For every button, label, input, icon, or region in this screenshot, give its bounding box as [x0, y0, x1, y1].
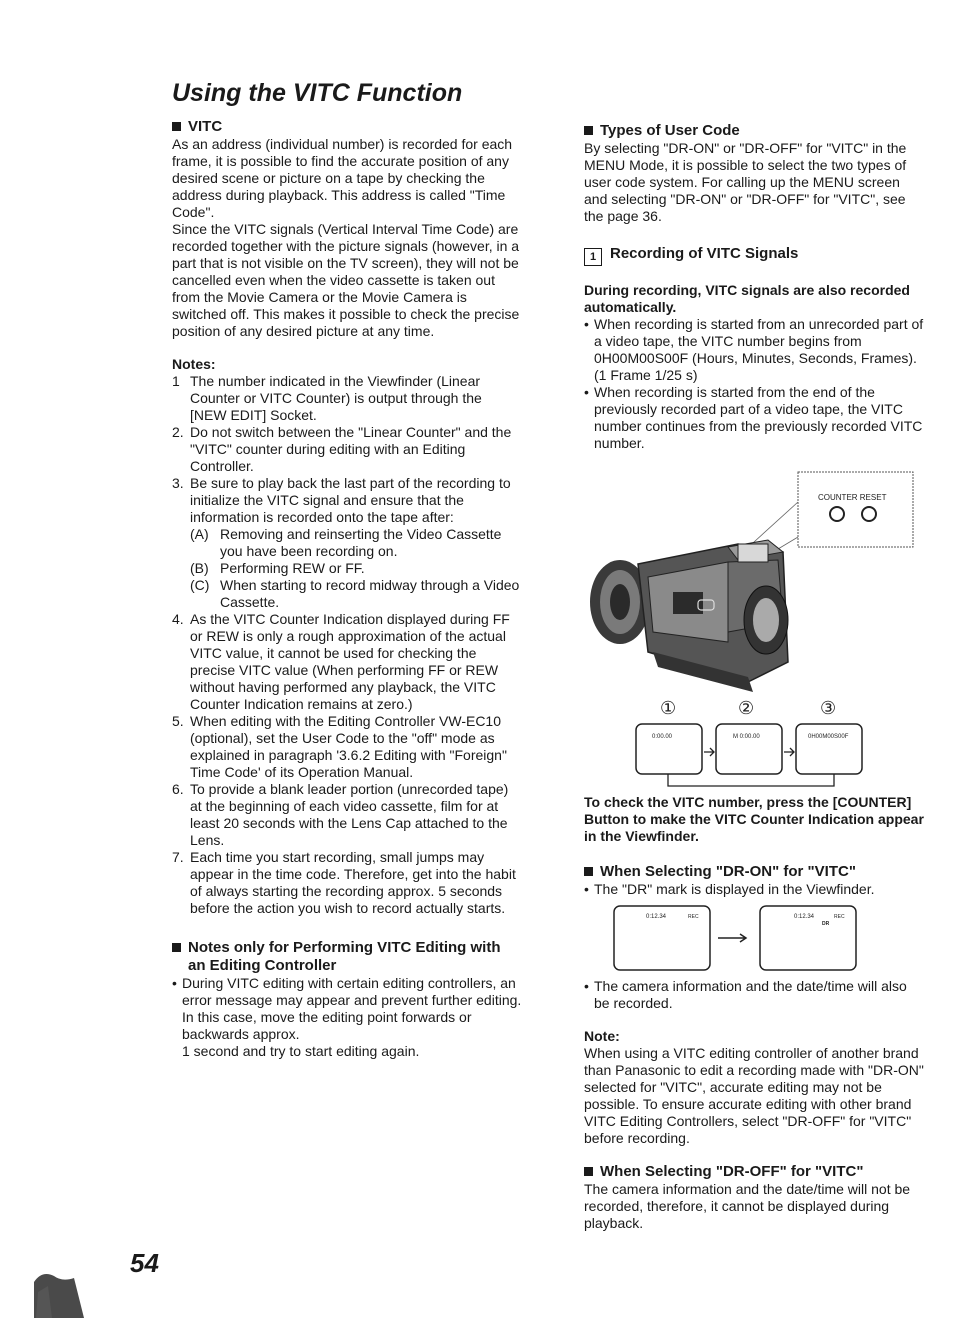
editing-tail: 1 second and try to start editing again. [182, 1043, 420, 1059]
screen-2-value: M 0:00.00 [733, 734, 760, 740]
arrow-icon [704, 748, 714, 756]
counter-button-icon [830, 507, 844, 521]
arrow-icon [718, 934, 746, 942]
dron-screen-2-time: 0:12.34 [794, 914, 815, 920]
sub-text: When starting to record midway through a Video Cassette. [220, 577, 520, 610]
note-number: 2. [172, 424, 184, 440]
marker-2: ② [738, 698, 755, 719]
dron-screen-1-time: 0:12.34 [646, 914, 667, 920]
note-text: When using a VITC editing controller of another brand than Panasonic to edit a recording made with "DR-ON" selected for "VITC", accurate editing may not be possible. To ensure accurate editing with other brand VITC Editing Controllers, select "DR-OFF" for "VITC" before recording. [584, 1045, 924, 1146]
dron-screen-1-rec: REC [688, 914, 699, 920]
recording-bullet-1: • When recording is started from an unrecorded part of a video tape, the VITC number begins from 0H00M00S00F (Hours, Minutes, Seconds, Frames). [584, 316, 924, 367]
note-sub-item [190, 577, 522, 611]
check-vitc-text: To check the VITC number, press the [COUNTER] Button to make the VITC Counter Indication appear in the Viewfinder. [584, 794, 924, 844]
marker-1: ① [660, 698, 677, 719]
right-column [584, 118, 924, 1232]
dr-mark: DR [822, 921, 830, 927]
sub-label: (A) [190, 526, 209, 542]
droff-heading: When Selecting "DR-OFF" for "VITC" [584, 1163, 924, 1181]
sub-label: (C) [190, 577, 210, 593]
loop-back-line [668, 774, 834, 786]
note-item [172, 713, 522, 781]
dron-screen-2-rec: REC [834, 914, 845, 920]
note-sub-item [190, 526, 522, 560]
note-item [172, 781, 522, 849]
note-label: Note: [584, 1028, 620, 1044]
recording-bullet-2: • When recording is started from the end of the previously recorded part of a video tape, the VITC number continues from the previously recorded VITC number. [584, 384, 924, 452]
step-number-box: 1 [584, 248, 602, 266]
note-number: 5. [172, 713, 184, 729]
note-sub-list [190, 526, 522, 611]
screen-3-value: 0H00M00S00F [808, 734, 849, 740]
scan-corner-mark [24, 1262, 84, 1318]
camcorder-drawing [590, 540, 788, 692]
note-text: Each time you start recording, small jumps may appear in the time code. Therefore, get into the habit of always starting the recording approx. 5 seconds before the action you wish to record actually starts. [190, 849, 516, 916]
page-number: 54 [130, 1248, 159, 1278]
note-sub-item [190, 560, 522, 577]
viewfinder-screen-1 [636, 724, 702, 774]
note-number: 4. [172, 611, 184, 627]
note-item [172, 611, 522, 713]
note-number: 1 [172, 373, 180, 389]
note-text: As the VITC Counter Indication displayed during FF or REW is only a rough approximation of the actual VITC value, it cannot be used for checking the precise VITC value (When performing FF or REW without having performed any playback, the VITC Counter Indication remains at zero.) [190, 611, 510, 712]
recording-heading-row [584, 245, 924, 266]
vitc-paragraph-1: As an address (individual number) is recorded for each frame, it is possible to find the accurate position of any desired scene or picture on a tape by checking the address during playback. This address is called "Time Code". [172, 136, 513, 220]
note-number: 6. [172, 781, 184, 797]
notes-list [172, 373, 522, 917]
note-number: 7. [172, 849, 184, 865]
sub-text: Removing and reinserting the Video Cassette you have been recording on. [220, 526, 502, 559]
note-item [172, 373, 522, 424]
dron-heading: When Selecting "DR-ON" for "VITC" [584, 863, 924, 881]
note-number: 3. [172, 475, 184, 491]
left-column [172, 118, 522, 1060]
types-heading: Types of User Code [584, 122, 924, 140]
note-text: Be sure to play back the last part of the recording to initialize the VITC signal and ensure that the information is recorded onto the tape after: [190, 475, 511, 525]
droff-text: The camera information and the date/time will not be recorded, therefore, it cannot be displayed during playback. [584, 1181, 911, 1231]
viewfinder-screen-3 [796, 724, 862, 774]
recording-heading: Recording of VITC Signals [610, 245, 799, 262]
sub-label: (B) [190, 560, 209, 576]
screen-1-value: 0:00.00 [652, 734, 673, 740]
vitc-paragraph-2: Since the VITC signals (Vertical Interval Time Code) are recorded together with the picture signals (however, in a part that is not visible on the TV screen), they will not be cancelled even when the video cassette is taken out from the Movie Camera or the Movie Camera is switched off. This makes it possible to check the precise position of any desired picture at any time. [172, 221, 520, 339]
note-text: When editing with the Editing Controller VW-EC10 (optional), set the User Code to the "off" mode as explained in paragraph '3.6.2 Editing with "Foreign" Time Code' of its Operation Manual. [190, 713, 507, 780]
reset-button-icon [862, 507, 876, 521]
note-text: The number indicated in the Viewfinder (Linear Counter or VITC Counter) is output through the [NEW EDIT] Socket. [190, 373, 482, 423]
sub-text: Performing REW or FF. [220, 560, 365, 576]
camera-figure [578, 452, 918, 792]
vitc-heading: VITC [172, 118, 522, 136]
note-item [172, 424, 522, 475]
note-item [172, 849, 522, 917]
recording-subhead: During recording, VITC signals are also recorded automatically. [584, 282, 910, 315]
marker-3: ③ [820, 698, 837, 719]
dron-info-bullet: • The camera information and the date/time will also be recorded. [584, 978, 924, 1012]
editing-heading: Notes only for Performing VITC Editing with an Editing Controller [172, 939, 522, 975]
types-text: By selecting "DR-ON" or "DR-OFF" for "VITC" in the MENU Mode, it is possible to select the two types of user code system. For calling up the MENU screen and selecting "DR-ON" or "DR-OFF" for "VITC", see the page 36. [584, 140, 907, 224]
viewfinder-screen-2 [716, 724, 782, 774]
note-item [172, 475, 522, 611]
arrow-icon [784, 748, 794, 756]
note-text: Do not switch between the "Linear Counter" and the "VITC" counter during editing with an Editing Controller. [190, 424, 512, 474]
note-text: To provide a blank leader portion (unrecorded tape) at the beginning of each video cassette, film for at least 20 seconds with the Lens Cap attached to the Lens. [190, 781, 509, 848]
dron-bullet: • The "DR" mark is displayed in the Viewfinder. [584, 881, 924, 898]
page-title: Using the VITC Function [172, 79, 463, 107]
notes-label: Notes: [172, 356, 216, 372]
editing-bullet: • During VITC editing with certain editing controllers, an error message may appear and prevent further editing. In this case, move the editing point forwards or backwards approx. [172, 975, 522, 1043]
dron-figure [584, 898, 924, 978]
counter-reset-label: COUNTER RESET [818, 493, 887, 502]
frame-note: (1 Frame 1/25 s) [594, 367, 698, 383]
